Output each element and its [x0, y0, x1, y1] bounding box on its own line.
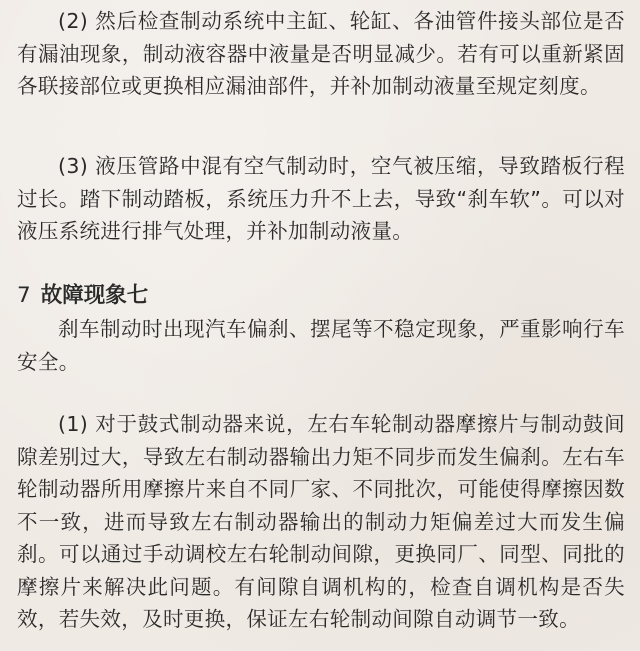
paragraph-brake-leak-check: (2) 然后检查制动系统中主缸、轮缸、各油管件接头部位是否有漏油现象，制动液容器中液量是否明显减少。若有可以重新紧固各联接部位或更换相应漏油部件，并补加制动液量至规定刻度。 [17, 9, 625, 98]
paragraph-drum-brake-cause: (1) 对于鼓式制动器来说，左右车轮制动器摩擦片与制动鼓间隙差别过大，导致左右制动器输出力矩不同步而发生偏刹。左右车轮制动器所用摩擦片来自不同厂家、不同批次，可能使得摩擦因数不一致，进而导致左右制动器输出的制动力矩偏差过大而发生偏刹。可以通过手动调校左右轮制动间隙，更换同厂、同型、同批的摩擦片来解决此问题。有间隙自调机构的，检查自调机构是否失效，若失效，及时更换，保证左右轮制动间隙自动调节一致。 [17, 412, 625, 631]
section-title: 故障现象七 [40, 283, 149, 308]
section-number: 7 [17, 283, 31, 308]
paragraph-symptom-description: 刹车制动时出现汽车偏刹、摆尾等不稳定现象，严重影响行车安全。 [17, 317, 625, 374]
section-heading [17, 280, 148, 312]
paragraph-air-in-hydraulic: (3) 液压管路中混有空气制动时，空气被压缩，导致踏板行程过长。踏下制动踏板，系统压力升不上去，导致“刹车软”。可以对液压系统进行排气处理，并补加制动液量。 [17, 154, 625, 243]
